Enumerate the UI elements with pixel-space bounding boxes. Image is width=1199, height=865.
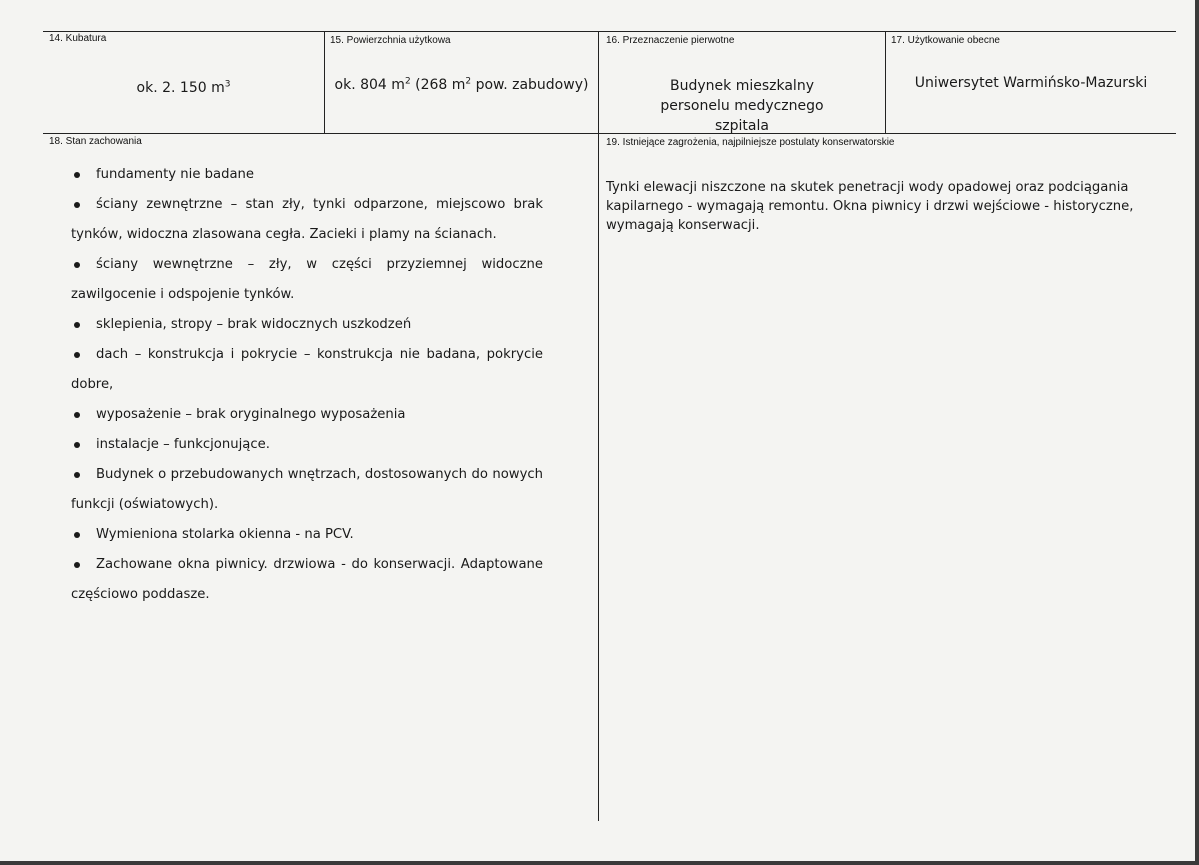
przeznaczenie-label: 16. Przeznaczenie pierwotne (606, 35, 735, 46)
bullet-icon (74, 442, 80, 448)
powierzchnia-label: 15. Powierzchnia użytkowa (330, 35, 451, 46)
stan-zachowania-label: 18. Stan zachowania (49, 136, 142, 147)
list-item: dach – konstrukcja i pokrycie – konstrukcja nie badana, pokrycie dobre, (71, 347, 543, 392)
bullet-icon (74, 262, 80, 268)
list-item: wyposażenie – brak oryginalnego wyposażenia (71, 400, 543, 430)
list-item: Zachowane okna piwnicy. drzwiowa - do konserwacji. Adaptowane częściowo poddasze. (71, 557, 543, 602)
top-border (43, 31, 1176, 32)
list-item: fundamenty nie badane (71, 160, 543, 190)
bullet-icon (74, 352, 80, 358)
row-divider (43, 133, 1176, 134)
list-item: Wymieniona stolarka okienna - na PCV. (71, 520, 543, 550)
bullet-icon (74, 562, 80, 568)
col-divider-2 (598, 31, 599, 821)
stan-zachowania-list (71, 160, 543, 610)
uzytkowanie-label: 17. Użytkowanie obecne (891, 35, 1000, 46)
bullet-icon (74, 472, 80, 478)
bullet-icon (74, 202, 80, 208)
zagrozenia-label: 19. Istniejące zagrożenia, najpilniejsze postulaty konserwatorskie (606, 137, 895, 148)
przeznaczenie-value: Budynek mieszkalny personelu medycznego szpitala (660, 78, 824, 134)
list-item: ściany wewnętrzne – zły, w części przyziemnej widoczne zawilgocenie i odspojenie tynków. (71, 257, 543, 302)
list-item: Budynek o przebudowanych wnętrzach, dostosowanych do nowych funkcji (oświatowych). (71, 467, 543, 512)
powierzchnia-value: ok. 804 $m^2$ (268 $m^2$ pow. zabudowy) (334, 76, 589, 93)
zagrozenia-value: Tynki elewacji niszczone na skutek penetracji wody opadowej oraz podciągania kapilarnego - wymagają remontu. Okna piwnicy i drzwi wejściowe - historyczne, wymagają konserwacji. (606, 180, 1134, 233)
list-item: sklepienia, stropy – brak widocznych uszkodzeń (71, 310, 543, 340)
list-item: instalacje – funkcjonujące. (71, 430, 543, 460)
bullet-icon (74, 172, 80, 178)
uzytkowanie-value: Uniwersytet Warmińsko-Mazurski (914, 75, 1148, 91)
bullet-icon (74, 412, 80, 418)
bullet-icon (74, 532, 80, 538)
bullet-icon (74, 322, 80, 328)
kubatura-value: ok. 2. 150 $m^3$ (136, 79, 231, 96)
kubatura-label: 14. Kubatura (49, 33, 107, 44)
list-item: ściany zewnętrzne – stan zły, tynki odparzone, miejscowo brak tynków, widoczna zlasowana cegła. Zacieki i plamy na ścianach. (71, 197, 543, 242)
